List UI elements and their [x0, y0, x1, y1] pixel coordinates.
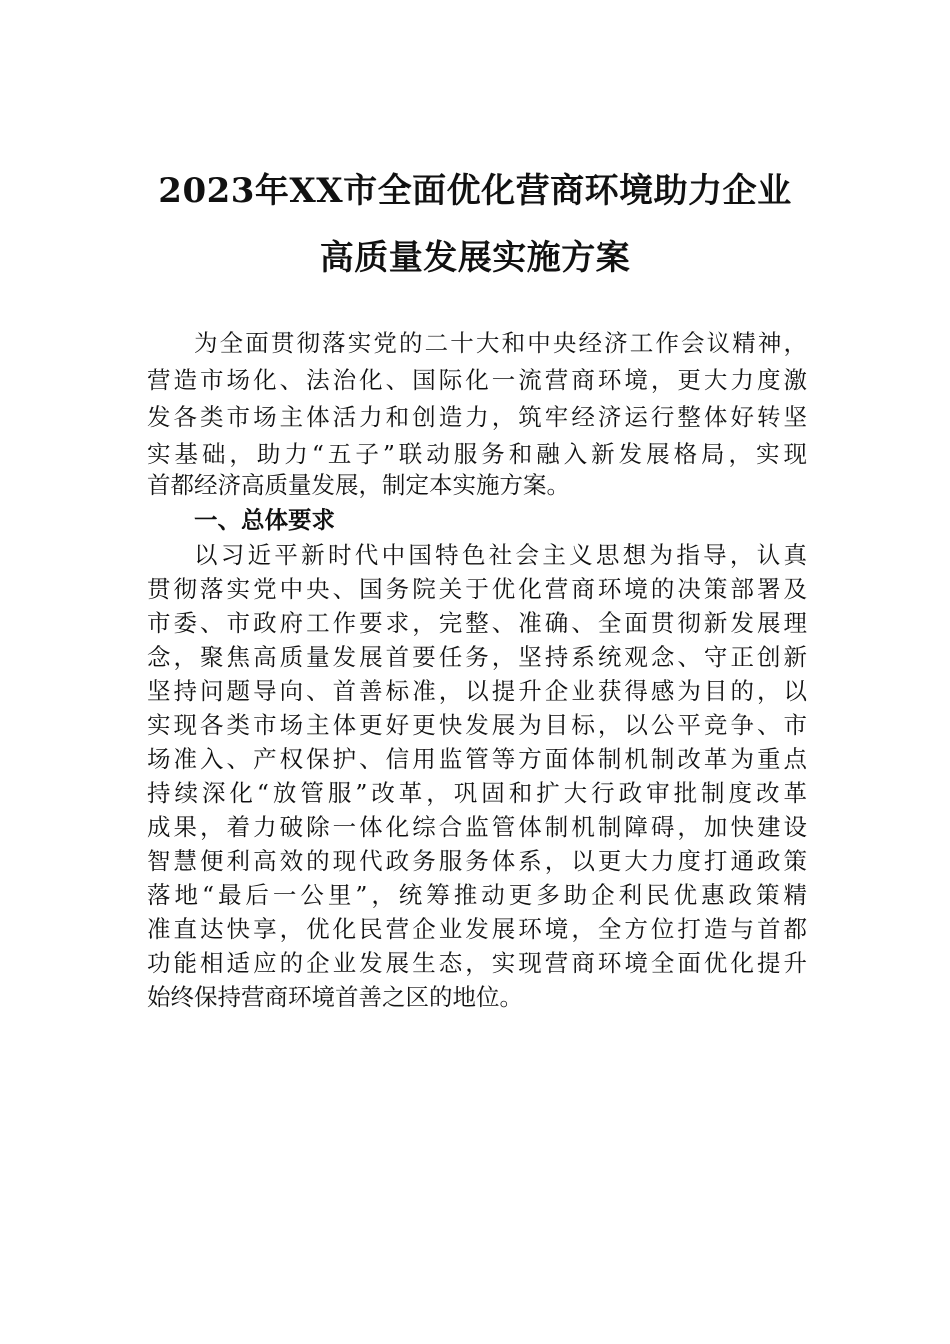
section-paragraph-line: 以习近平新时代中国特色社会主义思想为指导，认真	[194, 541, 807, 569]
document-title-line-2: 高质量发展实施方案	[319, 238, 631, 278]
intro-paragraph-line: 实基础，助力“五子”联动服务和融入新发展格局，实现	[147, 440, 807, 468]
intro-paragraph-line: 首都经济高质量发展，制定本实施方案。	[147, 471, 570, 499]
section-paragraph-line: 市委、市政府工作要求，完整、准确、全面贯彻新发展理	[147, 609, 807, 637]
section-paragraph-line: 落地“最后一公里”，统筹推动更多助企利民优惠政策精	[147, 881, 807, 909]
section-paragraph-line: 功能相适应的企业发展生态，实现营商环境全面优化提升	[147, 949, 807, 977]
intro-paragraph-line: 营造市场化、法治化、国际化一流营商环境，更大力度激	[147, 366, 807, 394]
section-heading: 一、总体要求	[194, 506, 335, 534]
section-paragraph-line: 成果，着力破除一体化综合监管体制机制障碍，加快建设	[147, 813, 807, 841]
section-paragraph-line: 智慧便利高效的现代政务服务体系，以更大力度打通政策	[147, 847, 807, 875]
section-paragraph-line: 念，聚焦高质量发展首要任务，坚持系统观念、守正创新	[147, 643, 807, 671]
section-paragraph-line: 坚持问题导向、首善标准，以提升企业获得感为目的，以	[147, 677, 807, 705]
section-paragraph-line: 始终保持营商环境首善之区的地位。	[147, 983, 523, 1011]
intro-paragraph-line: 发各类市场主体活力和创造力，筑牢经济运行整体好转坚	[147, 403, 807, 431]
intro-paragraph-line: 为全面贯彻落实党的二十大和中央经济工作会议精神，	[194, 329, 807, 357]
section-paragraph-line: 贯彻落实党中央、国务院关于优化营商环境的决策部署及	[147, 575, 807, 603]
section-paragraph-line: 实现各类市场主体更好更快发展为目标，以公平竞争、市	[147, 711, 807, 739]
document-title-line-1: 2023年XX市全面优化营商环境助力企业	[158, 171, 792, 211]
section-paragraph-line: 场准入、产权保护、信用监管等方面体制机制改革为重点	[147, 745, 807, 773]
section-paragraph-line: 准直达快享，优化民营企业发展环境，全方位打造与首都	[147, 915, 807, 943]
section-paragraph-line: 持续深化“放管服”改革，巩固和扩大行政审批制度改革	[147, 779, 807, 807]
